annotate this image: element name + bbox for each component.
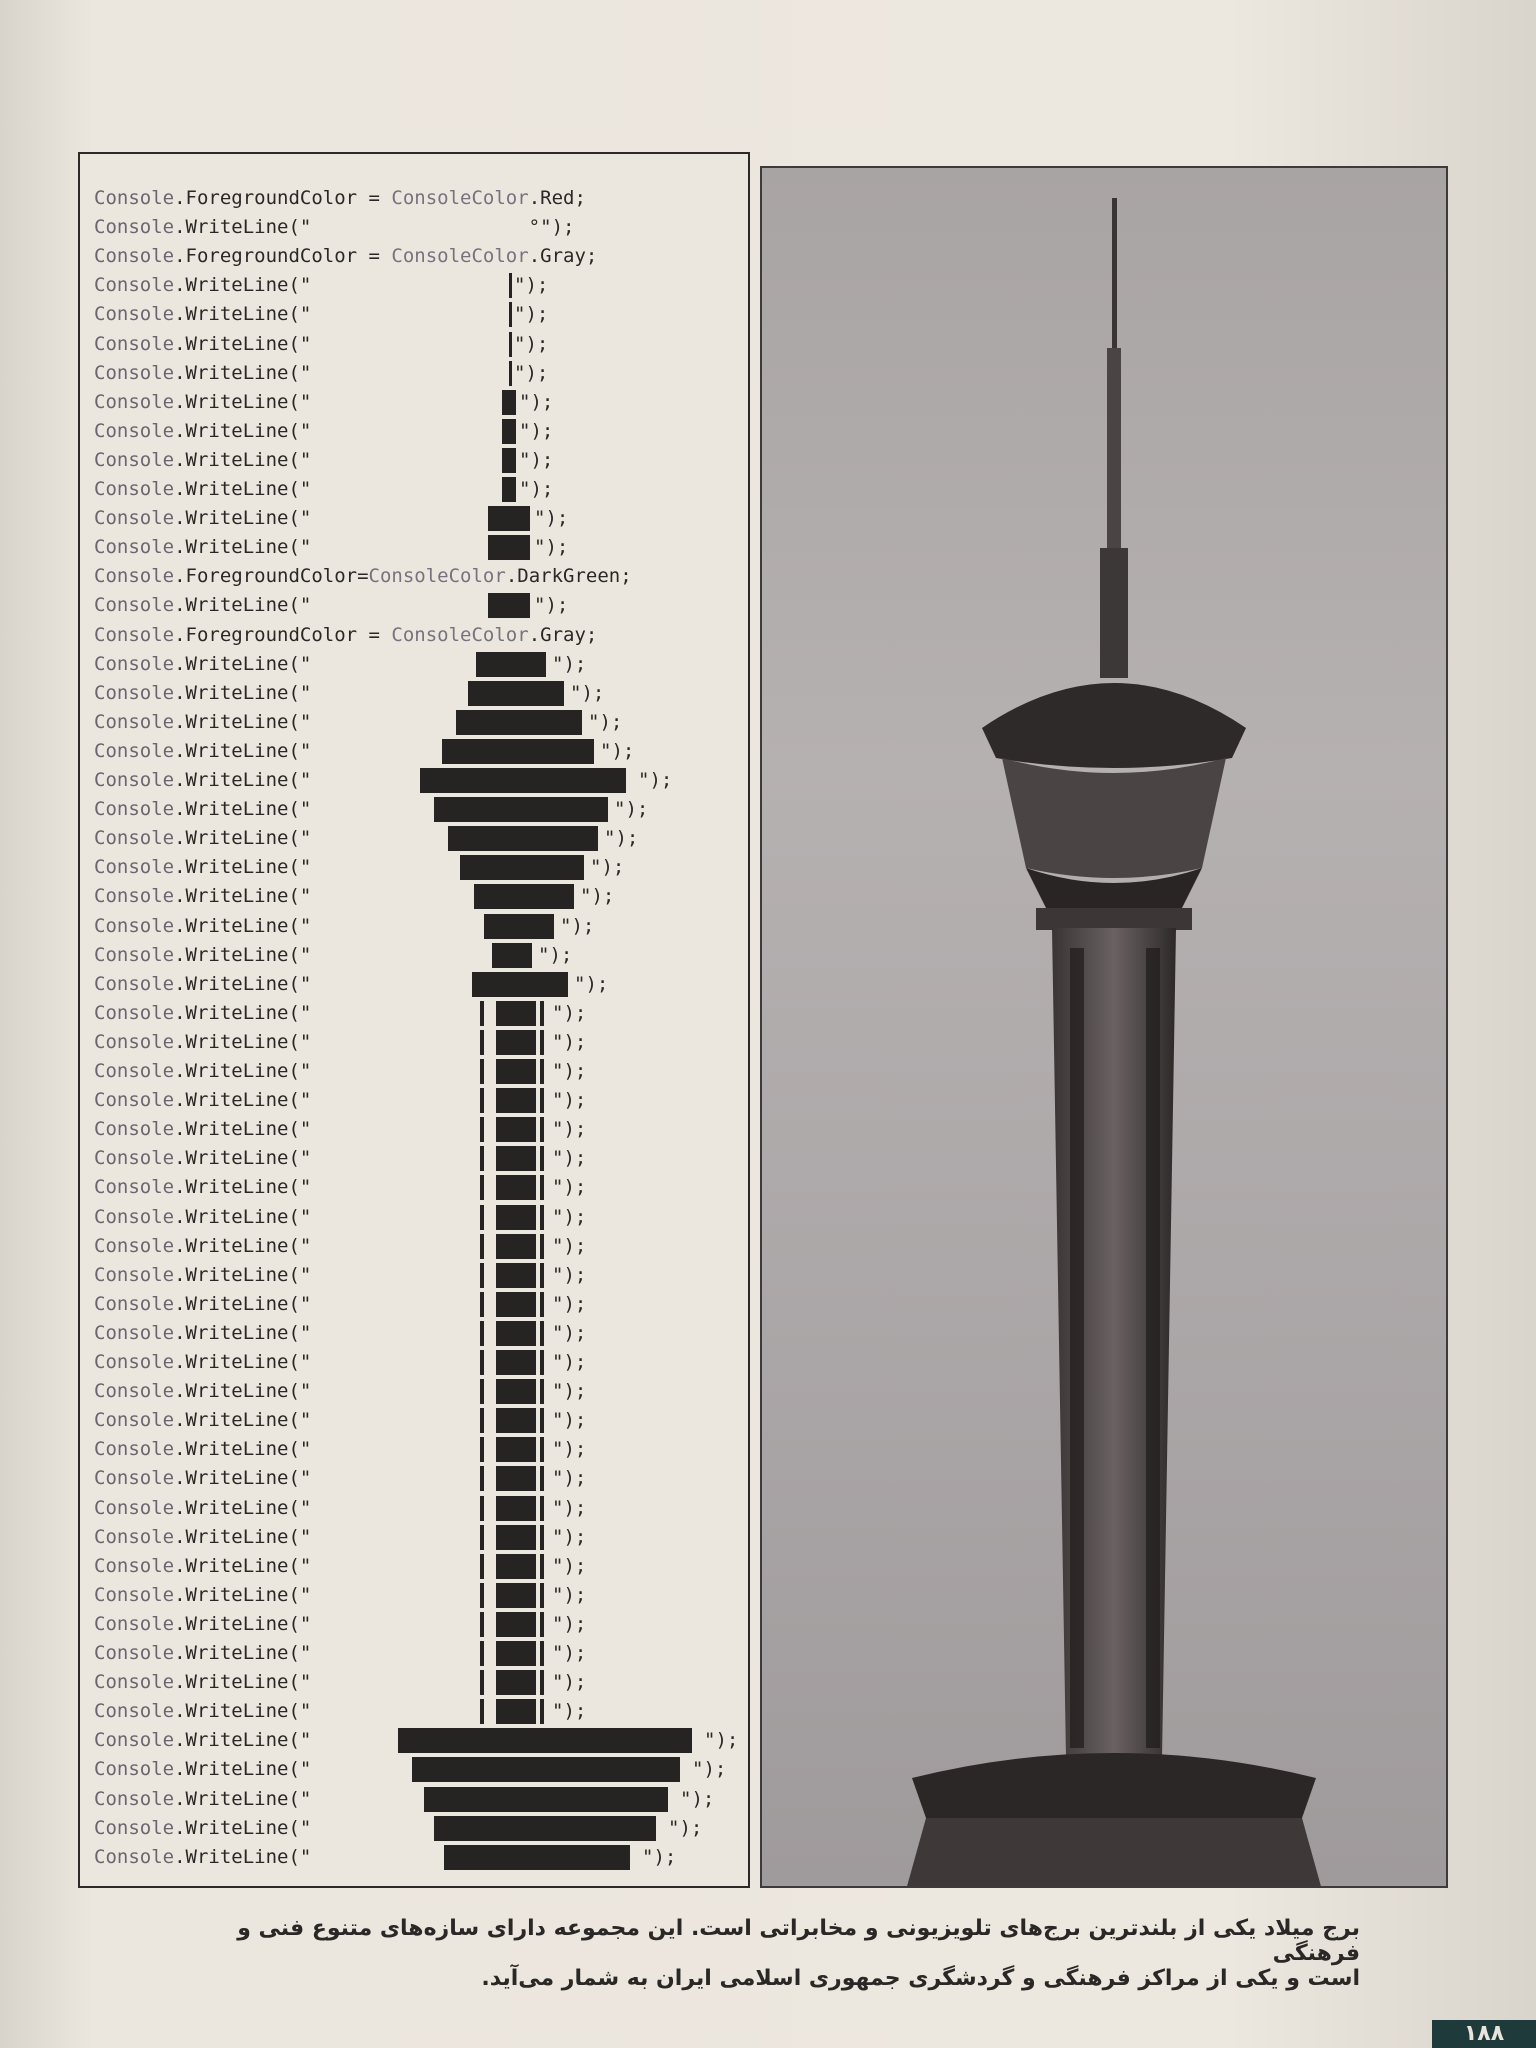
code-line: Console.ForegroundColor = ConsoleColor.Gray; (94, 245, 598, 268)
ascii-block (480, 1379, 484, 1404)
ascii-block (488, 535, 530, 560)
ascii-block (488, 506, 530, 531)
page-number: ۱۸۸ (1432, 2020, 1536, 2048)
ascii-block (540, 1321, 544, 1346)
code-line: Console.WriteLine(" (94, 943, 312, 966)
ascii-block (434, 1816, 656, 1841)
milad-tower-illustration (762, 168, 1448, 1888)
ascii-block (540, 1466, 544, 1491)
close-token: "); (519, 390, 554, 413)
code-line: Console.WriteLine(" (94, 1758, 312, 1781)
ascii-block (540, 1175, 544, 1200)
ascii-block (496, 1437, 536, 1462)
close-token: "); (538, 943, 573, 966)
code-line: Console.WriteLine(" (94, 798, 312, 821)
code-line: Console.WriteLine(" (94, 332, 312, 355)
ascii-block (540, 1234, 544, 1259)
close-token: "); (552, 1525, 587, 1548)
ascii-block (540, 1263, 544, 1288)
code-line: Console.WriteLine(" (94, 536, 312, 559)
ascii-block (444, 1845, 630, 1870)
close-token: "); (552, 1176, 587, 1199)
ascii-block (540, 1525, 544, 1550)
ascii-block (496, 1699, 536, 1724)
close-token: "); (668, 1816, 703, 1839)
code-line: Console.WriteLine(" (94, 1787, 312, 1810)
close-token: "); (552, 1642, 587, 1664)
ascii-block (540, 1670, 544, 1695)
ascii-block (496, 1205, 536, 1230)
close-token: "); (519, 419, 554, 442)
code-line: Console.WriteLine(" (94, 274, 312, 297)
close-token: "); (534, 507, 569, 530)
ascii-block (434, 797, 608, 822)
close-token: "); (519, 478, 554, 500)
code-line: Console.WriteLine(" (94, 1263, 312, 1286)
code-line: Console.WriteLine(" (94, 739, 312, 762)
close-token: "); (574, 972, 609, 995)
ascii-block (480, 1175, 484, 1200)
code-line: Console.WriteLine(" (94, 1380, 312, 1403)
close-token: "); (552, 1380, 587, 1403)
close-token: "); (552, 1409, 587, 1432)
ascii-block (480, 1612, 484, 1637)
close-token: "); (552, 1292, 587, 1315)
code-line: Console.WriteLine(" (94, 827, 312, 850)
ascii-block (540, 1030, 544, 1055)
close-token: "); (534, 594, 569, 617)
code-line: Console.WriteLine(" (94, 1409, 312, 1432)
ascii-block (456, 710, 582, 735)
code-listing-box (78, 152, 750, 1888)
code-line: Console.WriteLine(" (94, 1729, 312, 1752)
ascii-block (492, 943, 532, 968)
code-line: Console.WriteLine(" (94, 972, 312, 995)
ascii-block (496, 1612, 536, 1637)
ascii-block (496, 1641, 536, 1666)
ascii-block (480, 1641, 484, 1666)
close-token: "); (614, 798, 649, 821)
code-line: Console.WriteLine(" (94, 914, 312, 937)
ascii-block (496, 1175, 536, 1200)
ascii-block (540, 1001, 544, 1026)
close-token: "); (552, 1496, 587, 1519)
close-token: "); (514, 303, 549, 326)
ascii-block (442, 739, 594, 764)
close-token: "); (560, 914, 595, 937)
caption-line-2: است و یکی از مراکز فرهنگی و گردشگری جمهوری اسلامی ایران به شمار می‌آید. (481, 1966, 1360, 1991)
code-line: Console.ForegroundColor=ConsoleColor.DarkGreen; (94, 565, 632, 588)
close-token: "); (552, 1030, 587, 1053)
code-line: Console.WriteLine(" (94, 390, 312, 413)
code-line: Console.WriteLine(" (94, 1525, 312, 1548)
close-token: "); (552, 1554, 587, 1577)
ascii-block (496, 1321, 536, 1346)
ascii-block (480, 1292, 484, 1317)
ascii-block (502, 477, 516, 502)
close-token: "); (552, 1205, 587, 1228)
ascii-block (540, 1205, 544, 1230)
ascii-block (484, 914, 554, 939)
ascii-block (480, 1408, 484, 1433)
close-token: "); (552, 1467, 587, 1490)
code-line: Console.WriteLine(" (94, 1089, 312, 1112)
close-token: "); (519, 448, 554, 471)
ascii-block (496, 1670, 536, 1695)
close-token: "); (552, 1234, 587, 1257)
close-token: "); (692, 1758, 727, 1781)
code-line: Console.WriteLine(" (94, 1700, 312, 1723)
close-token: "); (552, 1321, 587, 1344)
ascii-block (480, 1554, 484, 1579)
close-token: "); (704, 1729, 739, 1752)
code-line: Console.WriteLine(" (94, 419, 312, 442)
close-token: "); (514, 274, 549, 297)
ascii-block (540, 1408, 544, 1433)
code-line: Console.WriteLine(" (94, 1845, 312, 1868)
ascii-block (540, 1583, 544, 1608)
close-token: "); (552, 1060, 587, 1082)
close-token: "); (552, 652, 587, 675)
ascii-block (540, 1554, 544, 1579)
ascii-block (496, 1583, 536, 1608)
ascii-block (480, 1583, 484, 1608)
code-line: Console.WriteLine(" (94, 1612, 312, 1635)
code-line: Console.WriteLine(" (94, 1671, 312, 1694)
ascii-block (496, 1496, 536, 1521)
ascii-block (502, 390, 516, 415)
close-token: "); (552, 1612, 587, 1635)
close-token: "); (552, 1700, 587, 1723)
close-token: "); (552, 1671, 587, 1694)
ascii-block (540, 1379, 544, 1404)
ascii-block (424, 1787, 668, 1812)
code-line: Console.WriteLine(" (94, 710, 312, 733)
caption-line-1: برج میلاد یکی از بلندترین برج‌های تلویزیونی و مخابراتی است. این مجموعه دارای سازه‌های متنوع فنی و فرهنگی (237, 1916, 1360, 1966)
ascii-block (448, 826, 598, 851)
ascii-block (540, 1612, 544, 1637)
ascii-block (496, 1350, 536, 1375)
code-line: Console.WriteLine(" (94, 1321, 312, 1344)
code-line: Console.WriteLine(" (94, 1816, 312, 1839)
ascii-block (496, 1234, 536, 1259)
code-line: Console.WriteLine(" (94, 652, 312, 675)
ascii-block (480, 1437, 484, 1462)
code-line: Console.WriteLine(" (94, 1234, 312, 1257)
close-token: "); (552, 1118, 587, 1141)
code-line: Console.WriteLine(" (94, 1118, 312, 1141)
ascii-block (509, 361, 512, 386)
code-line: Console.WriteLine(" (94, 303, 312, 326)
ascii-block (420, 768, 626, 793)
ascii-block (480, 1088, 484, 1113)
ascii-block (496, 1408, 536, 1433)
ascii-block (540, 1059, 544, 1084)
close-token: "); (588, 710, 623, 733)
code-line: Console.WriteLine(" °"); (94, 216, 575, 239)
ascii-block (496, 1379, 536, 1404)
code-line: Console.ForegroundColor = ConsoleColor.Gray; (94, 623, 598, 646)
ascii-block (476, 652, 546, 677)
ascii-block (496, 1001, 536, 1026)
ascii-block (509, 302, 512, 327)
ascii-block (496, 1263, 536, 1288)
ascii-block (509, 273, 512, 298)
ascii-block (540, 1496, 544, 1521)
close-token: "); (590, 856, 625, 879)
close-token: "); (680, 1787, 715, 1810)
ascii-block (540, 1350, 544, 1375)
close-token: "); (642, 1845, 677, 1868)
code-line: Console.WriteLine(" (94, 478, 312, 500)
code-line: Console.WriteLine(" (94, 1583, 312, 1606)
milad-tower-photo (760, 166, 1448, 1888)
ascii-block (480, 1525, 484, 1550)
ascii-block (488, 593, 530, 618)
close-token: "); (600, 739, 635, 762)
close-token: "); (552, 1351, 587, 1373)
ascii-block (540, 1146, 544, 1171)
ascii-block (480, 1001, 484, 1026)
close-token: "); (580, 885, 615, 908)
code-line: Console.WriteLine(" (94, 1642, 312, 1664)
ascii-block (496, 1088, 536, 1113)
code-line: Console.WriteLine(" (94, 1030, 312, 1053)
code-line: Console.WriteLine(" (94, 361, 312, 384)
ascii-block (540, 1641, 544, 1666)
ascii-block (496, 1466, 536, 1491)
code-line: Console.WriteLine(" (94, 1060, 312, 1082)
ascii-block (496, 1117, 536, 1142)
ascii-block (480, 1670, 484, 1695)
close-token: "); (638, 769, 673, 791)
ascii-block (472, 972, 568, 997)
ascii-block (502, 419, 516, 444)
ascii-block (480, 1466, 484, 1491)
ascii-block (398, 1728, 692, 1753)
code-line: Console.ForegroundColor = ConsoleColor.Red; (94, 187, 586, 209)
code-line: Console.WriteLine(" (94, 681, 312, 704)
ascii-block (509, 332, 512, 357)
ascii-block (480, 1699, 484, 1724)
ascii-block (496, 1059, 536, 1084)
ascii-block (480, 1350, 484, 1375)
close-token: "); (552, 1001, 587, 1024)
ascii-block (480, 1146, 484, 1171)
ascii-block (460, 855, 584, 880)
ascii-block (496, 1554, 536, 1579)
code-line: Console.WriteLine(" (94, 1001, 312, 1024)
ascii-block (496, 1146, 536, 1171)
code-line: Console.WriteLine(" (94, 856, 312, 879)
code-line: Console.WriteLine(" (94, 1147, 312, 1170)
ascii-block (480, 1496, 484, 1521)
close-token: "); (604, 827, 639, 850)
close-token: "); (514, 332, 549, 355)
close-token: "); (552, 1583, 587, 1606)
ascii-block (502, 448, 516, 473)
ascii-block (480, 1263, 484, 1288)
ascii-block (540, 1088, 544, 1113)
ascii-block (540, 1292, 544, 1317)
close-token: "); (570, 681, 605, 704)
code-line: Console.WriteLine(" (94, 1496, 312, 1519)
code-line: Console.WriteLine(" (94, 1554, 312, 1577)
close-token: "); (552, 1438, 587, 1461)
ascii-block (540, 1699, 544, 1724)
ascii-block (480, 1059, 484, 1084)
close-token: "); (514, 361, 549, 384)
code-line: Console.WriteLine(" (94, 1438, 312, 1461)
ascii-block (480, 1117, 484, 1142)
code-line: Console.WriteLine(" (94, 1351, 312, 1373)
ascii-block (480, 1234, 484, 1259)
ascii-block (496, 1292, 536, 1317)
ascii-block (480, 1321, 484, 1346)
close-token: "); (552, 1089, 587, 1112)
code-line: Console.WriteLine(" (94, 1292, 312, 1315)
ascii-block (540, 1437, 544, 1462)
code-line: Console.WriteLine(" (94, 1176, 312, 1199)
ascii-block (496, 1525, 536, 1550)
code-line: Console.WriteLine(" (94, 448, 312, 471)
ascii-block (480, 1030, 484, 1055)
ascii-block (412, 1757, 680, 1782)
ascii-block (480, 1205, 484, 1230)
code-line: Console.WriteLine(" (94, 594, 312, 617)
ascii-block (540, 1117, 544, 1142)
code-line: Console.WriteLine(" (94, 507, 312, 530)
code-line: Console.WriteLine(" (94, 769, 312, 791)
ascii-block (474, 884, 574, 909)
ascii-block (468, 681, 564, 706)
close-token: "); (552, 1263, 587, 1286)
code-line: Console.WriteLine(" (94, 1467, 312, 1490)
code-line: Console.WriteLine(" (94, 1205, 312, 1228)
close-token: "); (534, 536, 569, 559)
code-line: Console.WriteLine(" (94, 885, 312, 908)
close-token: "); (552, 1147, 587, 1170)
ascii-block (496, 1030, 536, 1055)
